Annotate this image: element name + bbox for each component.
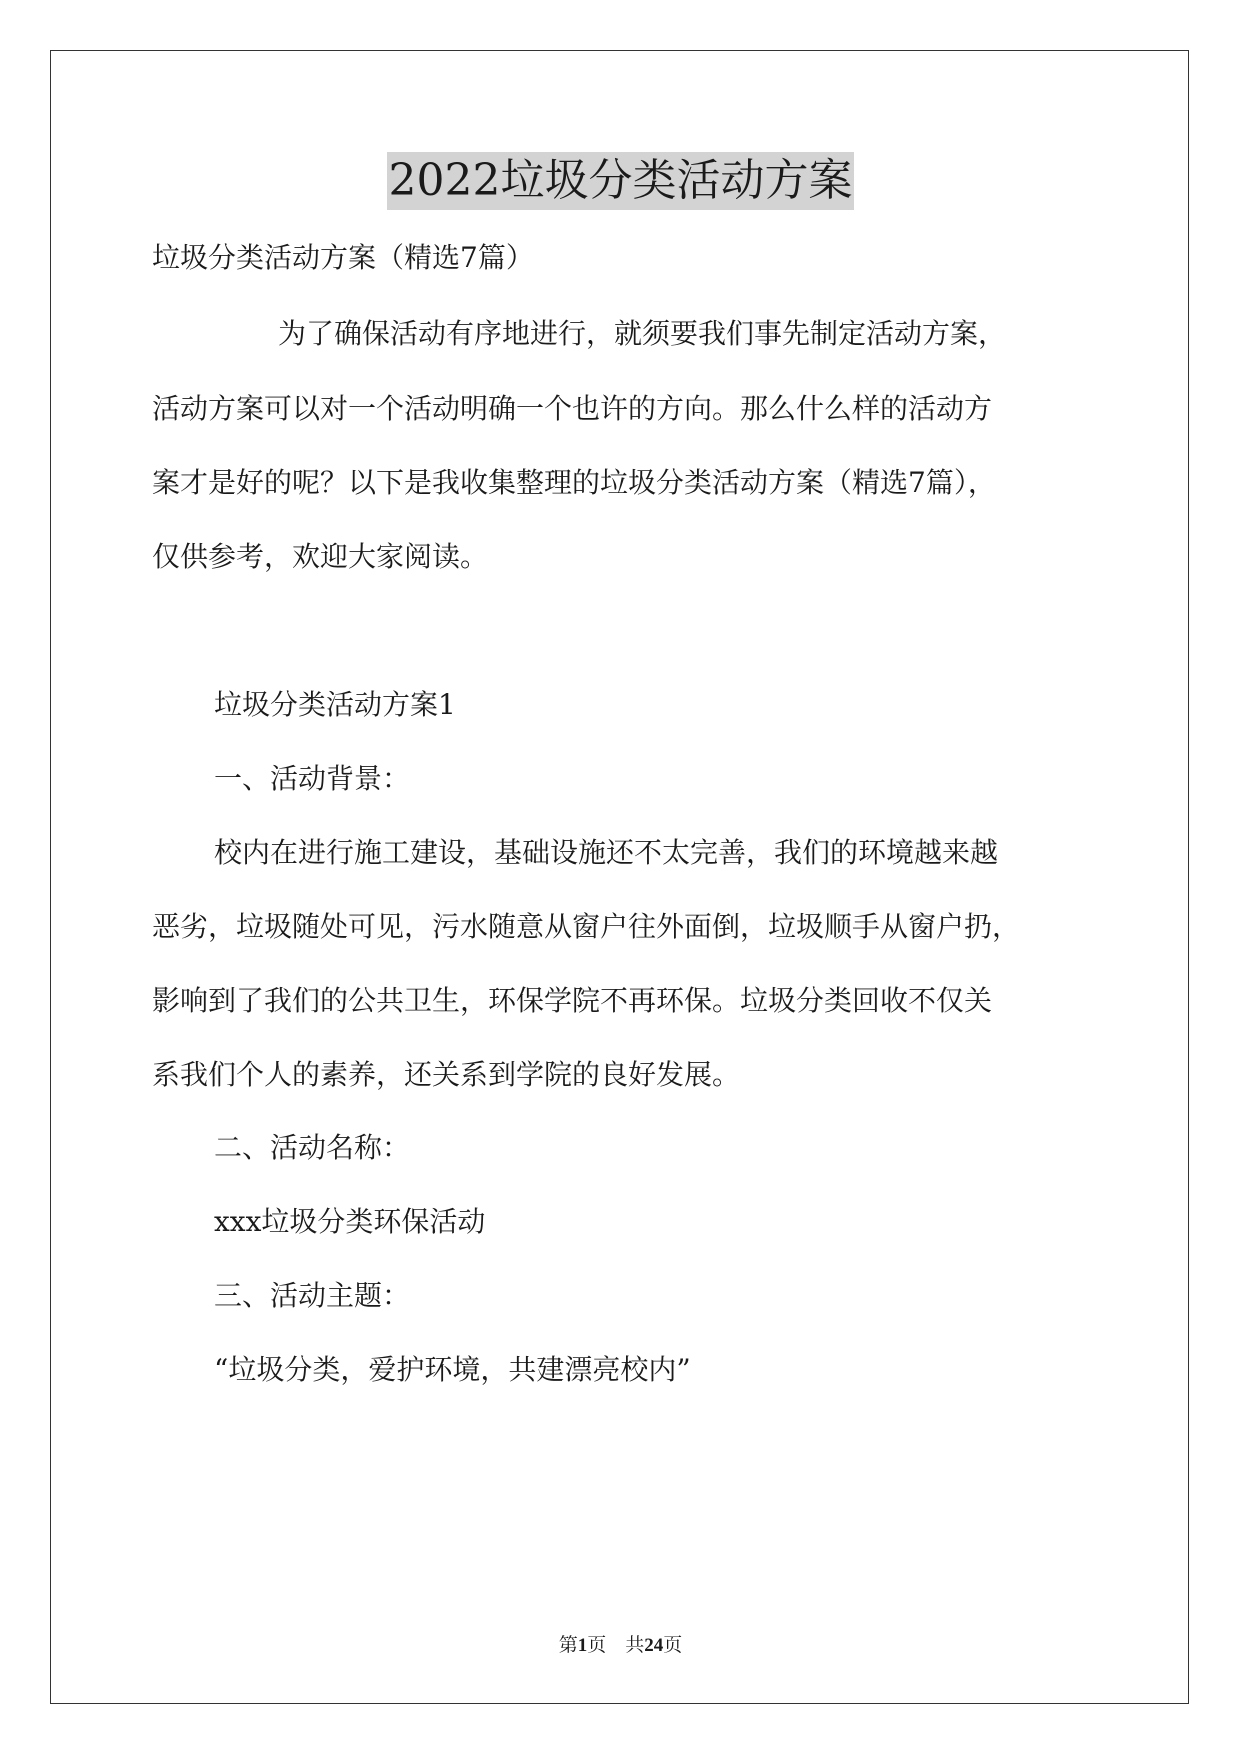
- paragraph-line: 仅供参考，欢迎大家阅读。: [152, 540, 489, 573]
- title-container: [0, 152, 1241, 210]
- total-page-count: 24: [644, 1635, 664, 1656]
- section-heading: 二、活动名称：: [214, 1131, 411, 1164]
- paragraph-line: xxx垃圾分类环保活动: [214, 1205, 486, 1238]
- current-page-number: 1: [577, 1635, 588, 1656]
- page-border: [50, 50, 1189, 1704]
- paragraph-line: 系我们个人的素养，还关系到学院的良好发展。: [152, 1058, 741, 1091]
- document-title: 2022垃圾分类活动方案: [387, 152, 855, 210]
- footer-suffix: 页: [663, 1635, 683, 1656]
- paragraph-line: 恶劣，垃圾随处可见，污水随意从窗户往外面倒，垃圾顺手从窗户扔，: [152, 910, 1021, 943]
- paragraph-line: “垃圾分类，爱护环境，共建漂亮校内”: [214, 1353, 691, 1386]
- paragraph-line: 校内在进行施工建设，基础设施还不太完善，我们的环境越来越: [214, 836, 999, 869]
- section-heading: 垃圾分类活动方案1: [214, 688, 456, 721]
- page-footer: [0, 1630, 1241, 1657]
- paragraph-line: 为了确保活动有序地进行，就须要我们事先制定活动方案，: [278, 317, 1007, 350]
- subtitle-line: 垃圾分类活动方案（精选7篇）: [152, 241, 534, 274]
- section-heading: 三、活动主题：: [214, 1279, 411, 1312]
- footer-mid: 页 共: [587, 1635, 645, 1656]
- paragraph-line: 活动方案可以对一个活动明确一个也许的方向。那么什么样的活动方: [152, 392, 993, 425]
- paragraph-line: 案才是好的呢？以下是我收集整理的垃圾分类活动方案（精选7篇），: [152, 466, 996, 499]
- footer-prefix: 第: [558, 1635, 578, 1656]
- section-heading: 一、活动背景：: [214, 762, 411, 795]
- paragraph-line: 影响到了我们的公共卫生，环保学院不再环保。垃圾分类回收不仅关: [152, 984, 993, 1017]
